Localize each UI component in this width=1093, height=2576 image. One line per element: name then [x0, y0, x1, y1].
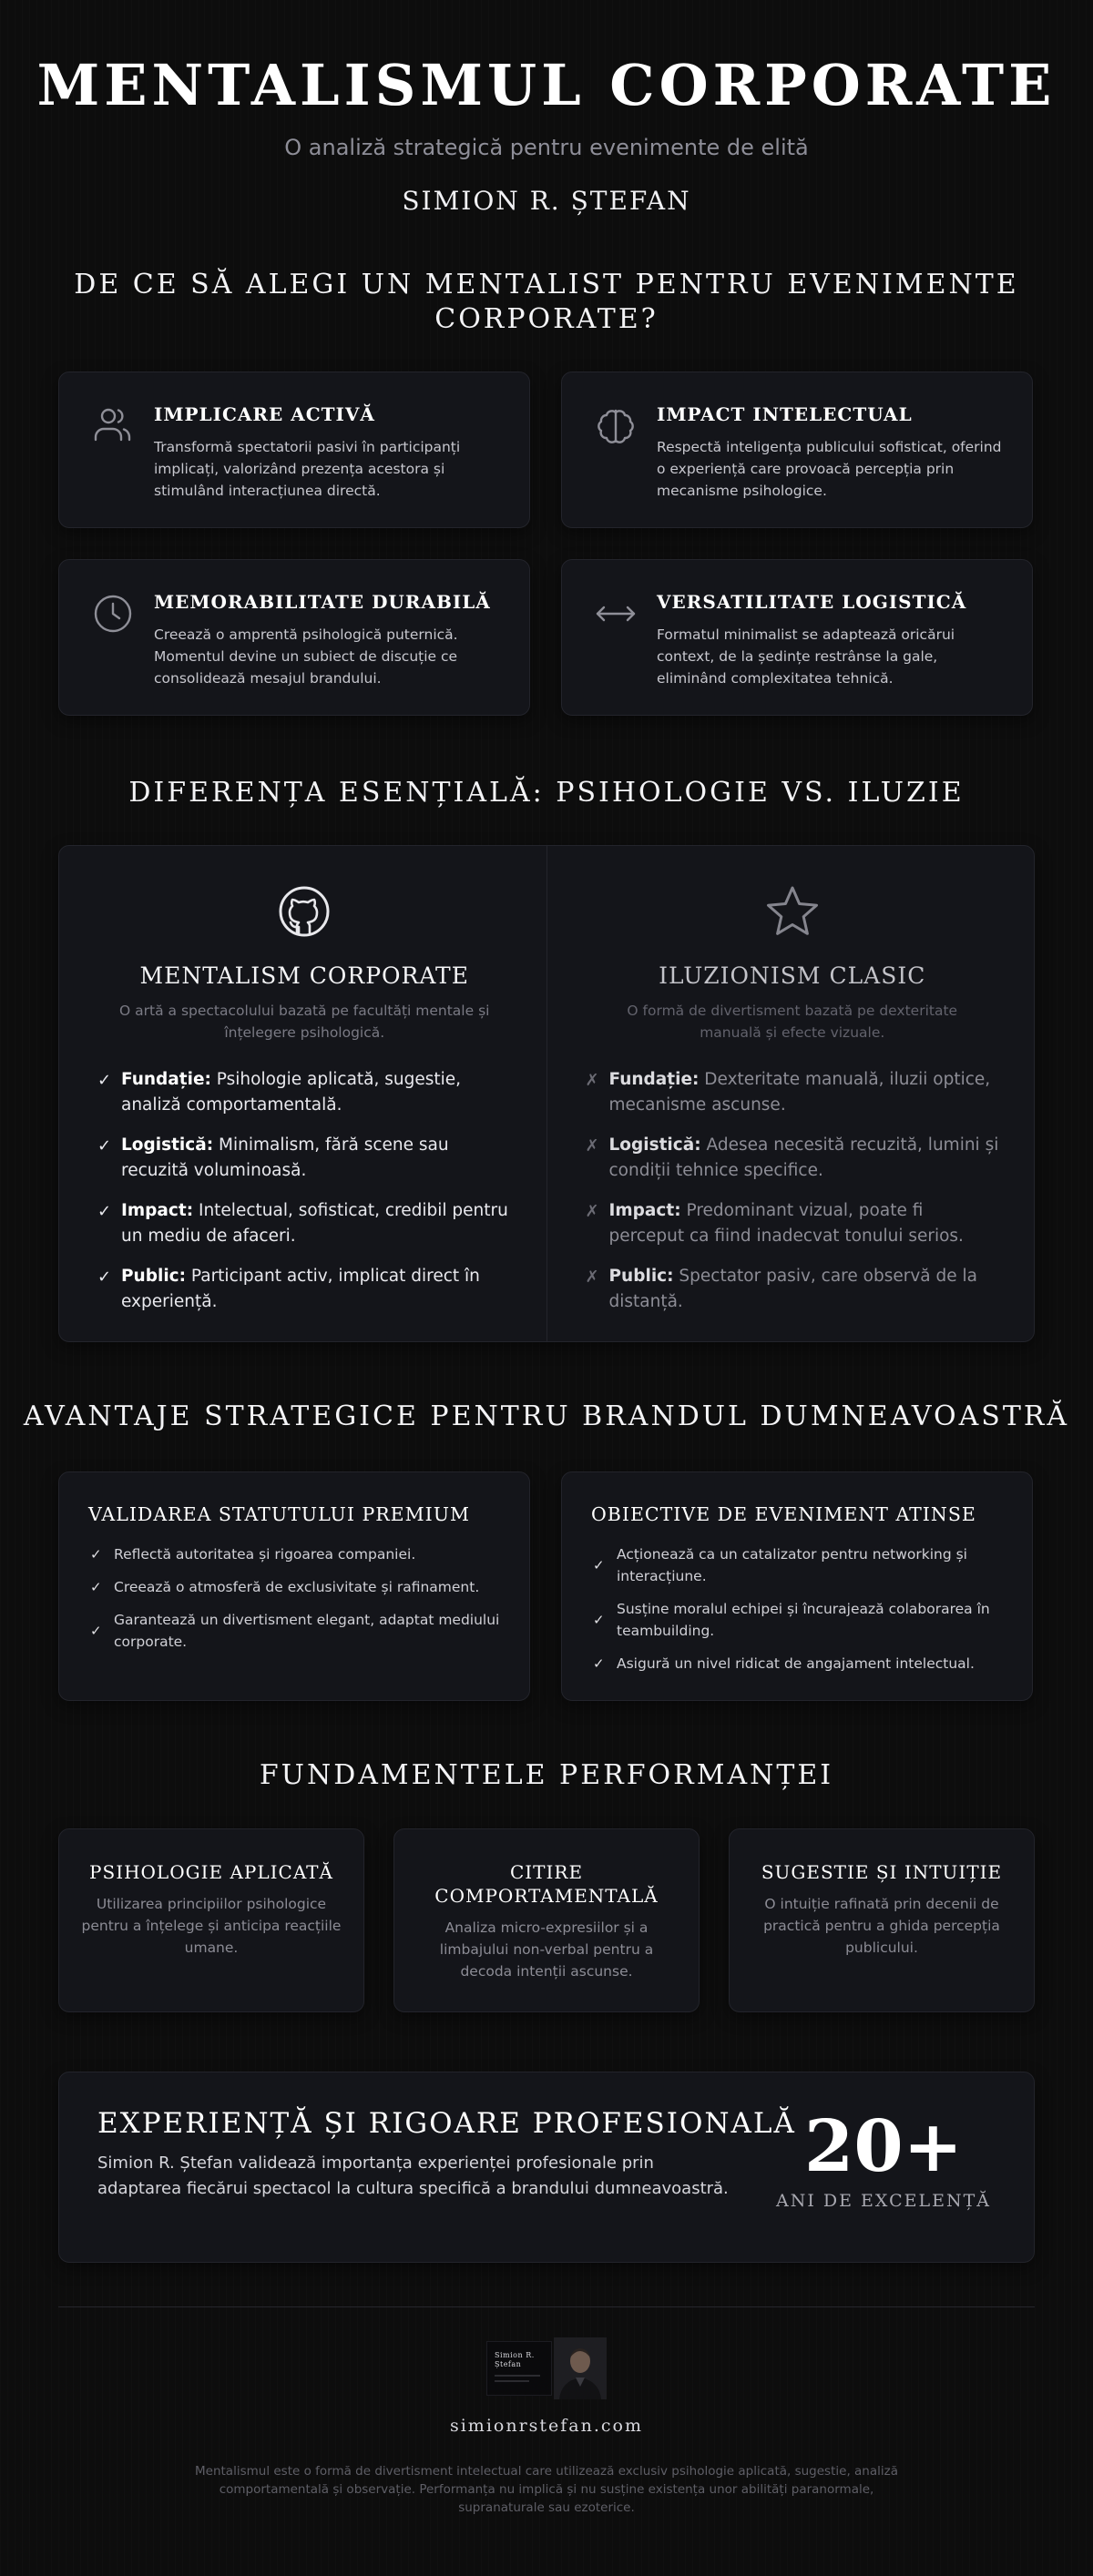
- check-icon: ✓: [593, 1612, 605, 1628]
- check-icon: ✓: [593, 1655, 605, 1672]
- experience-text: Simion R. Ștefan validează importanța experienței profesionale prin adaptarea fiecărui spectacol la cultura specifică a brandului dumneavoastră.: [97, 2153, 729, 2198]
- check-icon: ✓: [90, 1579, 102, 1595]
- item-text: Reflectă autoritatea și rigoarea companiei.: [114, 1546, 416, 1563]
- check-icon: ✓: [97, 1071, 112, 1090]
- logo-text: Simion R. Ștefan: [495, 2351, 535, 2368]
- advantage-card-title: VALIDAREA STATUTULUI PREMIUM: [88, 1503, 471, 1525]
- item-label: Logistică:: [121, 1135, 214, 1155]
- foundation-card-text: Utilizarea principiilor psihologice pentru a înțelege și anticipa reacțiile umane.: [81, 1896, 342, 1956]
- item-label: Public:: [608, 1267, 674, 1286]
- years-label: ANI DE EXCELENȚĂ: [775, 2191, 991, 2211]
- why-card-text: Transformă spectatorii pasivi în participanți implicați, valorizând prezența acestora și stimulând interacțiunea directă.: [154, 439, 461, 499]
- check-icon: ✓: [593, 1557, 605, 1573]
- item-text: Garantează un divertisment elegant, adaptat mediului corporate.: [114, 1612, 500, 1650]
- comparison-column-lead: O artă a spectacolului bazată pe facultăți mentale și înțelegere psihologică.: [119, 1003, 490, 1041]
- star-icon: [763, 882, 822, 941]
- check-icon: ✓: [90, 1546, 102, 1563]
- years-stat: [770, 2105, 997, 2211]
- list-item: [591, 1598, 1003, 1642]
- advantage-card-title: OBIECTIVE DE EVENIMENT ATINSE: [591, 1503, 976, 1525]
- logo-line: [495, 2380, 529, 2382]
- foundation-card-text: O intuiție rafinată prin decenii de practică pentru a ghida percepția publicului.: [763, 1896, 1000, 1956]
- website-link[interactable]: simionrstefan.com: [449, 2416, 644, 2436]
- item-label: Fundație:: [608, 1070, 700, 1089]
- check-icon: ✓: [97, 1268, 112, 1287]
- page-subtitle: O analiză strategică pentru evenimente de elită: [284, 135, 809, 160]
- why-card-title: IMPACT INTELECTUAL: [657, 403, 913, 425]
- list-item: [96, 1264, 514, 1315]
- experience-banner: [58, 2072, 1035, 2263]
- why-card-title: IMPLICARE ACTIVĂ: [154, 403, 375, 425]
- foundation-card-title: SUGESTIE ȘI INTUIȚIE: [761, 1861, 1003, 1883]
- hero-header: [0, 0, 1093, 216]
- check-icon: ✓: [97, 1202, 112, 1221]
- list-item: [96, 1198, 514, 1249]
- advantages-section-title: AVANTAJE STRATEGICE PENTRU BRANDUL DUMNEAVOASTRĂ: [23, 1400, 1070, 1432]
- advantage-card-objectives: [561, 1471, 1033, 1701]
- cross-icon: ✗: [585, 1136, 599, 1156]
- list-item: [88, 1609, 500, 1653]
- page-title: MENTALISMUL CORPORATE: [36, 52, 1057, 118]
- github-icon: [275, 882, 333, 941]
- foundation-card-title: CITIRE COMPORTAMENTALĂ: [434, 1861, 659, 1907]
- advantage-list: [591, 1543, 1003, 1675]
- footer-logo: [486, 2337, 607, 2399]
- logo-line: [495, 2375, 540, 2377]
- item-text: Participant activ, implicat direct în experiență.: [121, 1267, 480, 1311]
- item-text: Predominant vizual, poate fi perceput ca fiind inadecvat tonului serios.: [608, 1201, 964, 1246]
- comparison-column-illusionism: [546, 846, 1035, 1341]
- years-number: 20+: [804, 2105, 963, 2188]
- item-text: Susține moralul echipei și încurajează colaborarea în teambuilding.: [617, 1601, 990, 1639]
- comparison-list: [96, 1067, 514, 1315]
- list-item: [584, 1198, 1002, 1249]
- disclaimer-text: Mentalismul este o formă de divertisment intelectual care utilizează exclusiv psihologie aplicată, sugestie, analiză comportamentală și observație. Performanța nu implică și nu susține existența unor abilități paranormale, supranaturale sau ezoterice.: [195, 2464, 898, 2515]
- item-label: Impact:: [608, 1201, 681, 1220]
- foundation-card-behavior: [393, 1828, 700, 2012]
- why-card-text: Creează o amprentă psihologică puternică. Momentul devine un subiect de discuție ce consolidează mesajul brandului.: [154, 626, 458, 687]
- why-card-versatility: [561, 559, 1033, 716]
- why-card-intellectual: [561, 372, 1033, 528]
- item-text: Creează o atmosferă de exclusivitate și rafinament.: [114, 1579, 480, 1595]
- check-icon: ✓: [97, 1136, 112, 1156]
- arrows-horizontal-icon: [593, 591, 638, 636]
- item-text: Spectator pasiv, care observă de la distanță.: [608, 1267, 977, 1311]
- cross-icon: ✗: [585, 1202, 599, 1221]
- comparison-list: [584, 1067, 1002, 1315]
- foundations-section-title: FUNDAMENTELE PERFORMANȚEI: [259, 1759, 834, 1791]
- advantage-list: [88, 1543, 500, 1653]
- cross-icon: ✗: [585, 1071, 599, 1090]
- foundation-card-psychology: [58, 1828, 364, 2012]
- cross-icon: ✗: [585, 1268, 599, 1287]
- list-item: [591, 1653, 1003, 1675]
- why-card-text: Respectă inteligența publicului sofisticat, oferind o experiență care provoacă percepția prin mecanisme psihologice.: [657, 439, 1002, 499]
- item-label: Logistică:: [608, 1135, 701, 1155]
- why-card-title: MEMORABILITATE DURABILĂ: [154, 591, 491, 613]
- list-item: [88, 1576, 500, 1598]
- list-item: [96, 1133, 514, 1184]
- foundation-card-text: Analiza micro-expresiilor și a limbajului non-verbal pentru a decoda intenții ascunse.: [439, 1919, 654, 1980]
- item-text: Minimalism, fără scene sau recuzită voluminoasă.: [121, 1135, 449, 1180]
- list-item: [88, 1543, 500, 1565]
- comparison-column-mentalism: [59, 846, 546, 1341]
- logo-card: [486, 2341, 552, 2396]
- users-icon: [90, 403, 136, 449]
- comparison-column-title: ILUZIONISM CLASIC: [659, 962, 926, 989]
- clock-icon: [90, 591, 136, 636]
- portrait-photo: [554, 2337, 607, 2399]
- check-icon: ✓: [90, 1623, 102, 1639]
- item-label: Public:: [121, 1267, 187, 1286]
- list-item: [584, 1133, 1002, 1184]
- comparison-table: [58, 845, 1035, 1342]
- why-card-memorability: [58, 559, 530, 716]
- comparison-column-title: MENTALISM CORPORATE: [139, 962, 469, 989]
- author-name: SIMION R. ȘTEFAN: [402, 186, 691, 216]
- why-section-title: DE CE SĂ ALEGI UN MENTALIST PENTRU EVENIMENTE CORPORATE?: [74, 269, 1019, 335]
- foundation-card-title: PSIHOLOGIE APLICATĂ: [89, 1861, 333, 1883]
- item-text: Acționează ca un catalizator pentru networking și interacțiune.: [617, 1546, 967, 1584]
- list-item: [591, 1543, 1003, 1587]
- experience-title: EXPERIENȚĂ ȘI RIGOARE PROFESIONALĂ: [97, 2107, 796, 2140]
- why-card-text: Formatul minimalist se adaptează oricărui context, de la ședințe restrânse la gale, eliminând complexitatea tehnică.: [657, 626, 955, 687]
- why-card-engagement: [58, 372, 530, 528]
- comparison-column-lead: O formă de divertisment bazată pe dexteritate manuală și efecte vizuale.: [627, 1003, 958, 1041]
- item-text: Adesea necesită recuzită, lumini și condiții tehnice specifice.: [608, 1135, 999, 1180]
- item-text: Psihologie aplicată, sugestie, analiză comportamentală.: [121, 1070, 462, 1115]
- why-card-title: VERSATILITATE LOGISTICĂ: [657, 591, 967, 613]
- list-item: [584, 1264, 1002, 1315]
- brain-icon: [593, 403, 638, 449]
- item-text: Dexteritate manuală, iluzii optice, mecanisme ascunse.: [608, 1070, 991, 1115]
- item-text: Asigură un nivel ridicat de angajament intelectual.: [617, 1655, 975, 1672]
- item-label: Impact:: [121, 1201, 194, 1220]
- item-label: Fundație:: [121, 1070, 211, 1089]
- advantage-card-premium: [58, 1471, 530, 1701]
- item-text: Intelectual, sofisticat, credibil pentru un mediu de afaceri.: [121, 1201, 508, 1246]
- list-item: [96, 1067, 514, 1118]
- list-item: [584, 1067, 1002, 1118]
- difference-section-title: DIFERENȚA ESENȚIALĂ: PSIHOLOGIE VS. ILUZIE: [128, 777, 965, 809]
- footer-divider: [58, 2306, 1035, 2307]
- foundation-card-intuition: [729, 1828, 1035, 2012]
